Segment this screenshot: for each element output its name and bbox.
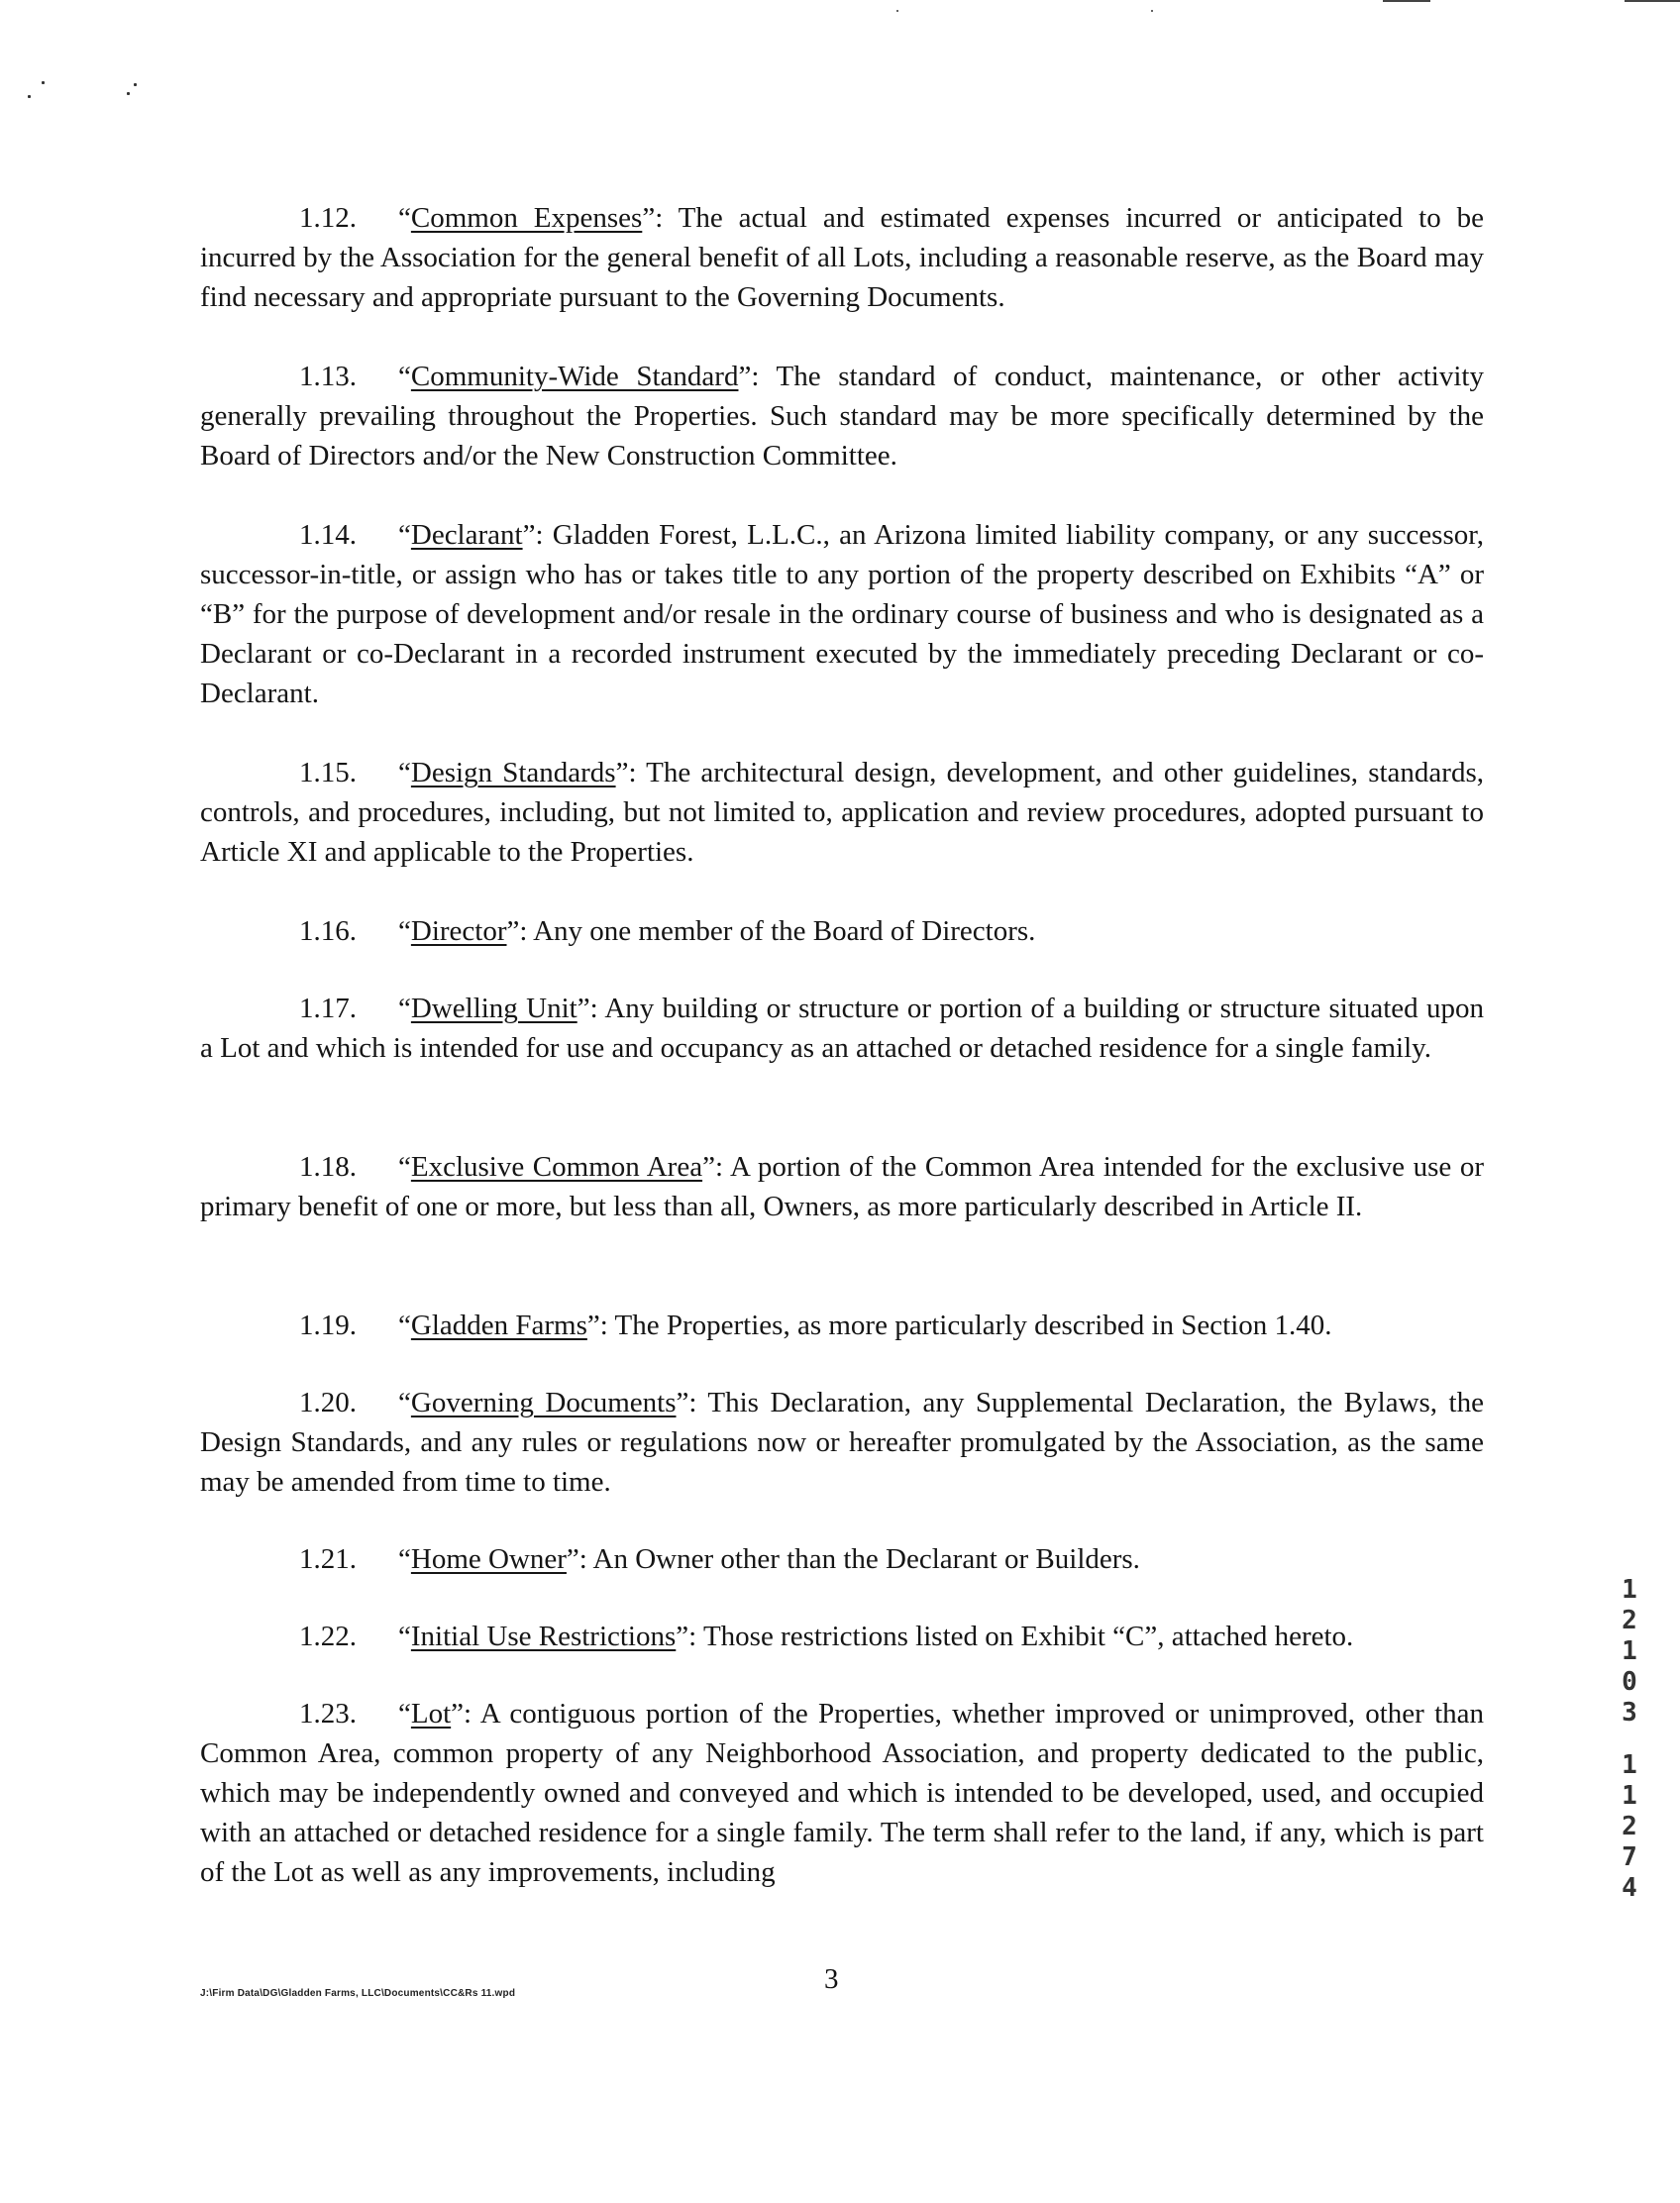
scan-speck bbox=[1151, 10, 1153, 12]
section-number: 1.17. bbox=[299, 993, 357, 1024]
section-number: 1.18. bbox=[299, 1151, 357, 1183]
stamp-digit: 1 bbox=[1622, 1750, 1637, 1780]
section-number: 1.23. bbox=[299, 1698, 357, 1730]
defined-term: Design Standards bbox=[410, 757, 616, 788]
stamp-digit: 1 bbox=[1622, 1636, 1637, 1666]
defined-term: Dwelling Unit bbox=[410, 993, 578, 1024]
stamp-digit: 7 bbox=[1622, 1842, 1637, 1872]
section-number: 1.21. bbox=[299, 1543, 357, 1575]
defined-term: Declarant bbox=[410, 519, 523, 551]
defined-term: Gladden Farms bbox=[410, 1310, 587, 1341]
definition-paragraph: 1.13. “Community-Wide Standard”: The standard of conduct, maintenance, or other activity generally prevailing throughout the Properties. Such standard may be more specifically determined by the Board of Directors and/or the New Construction Committee. bbox=[200, 357, 1484, 475]
definition-text: : Those restrictions listed on Exhibit “C”, attached hereto. bbox=[688, 1621, 1354, 1652]
section-number: 1.16. bbox=[299, 915, 357, 947]
definition-paragraph: 1.18. “Exclusive Common Area”: A portion of the Common Area intended for the exclusive use or primary benefit of one or more, but less than all, Owners, as more particularly described in Article II. bbox=[200, 1147, 1484, 1226]
stamp-digit: 3 bbox=[1622, 1698, 1637, 1728]
definition-text: : The architectural design, development, and other guidelines, standards, controls, and procedures, including, but not limited to, application and review procedures, adopted pursuant to Article XI and applicable to the Properties. bbox=[200, 757, 1484, 868]
definition-paragraph: 1.21. “Home Owner”: An Owner other than the Declarant or Builders. bbox=[200, 1539, 1484, 1579]
definition-paragraph: 1.20. “Governing Documents”: This Declaration, any Supplemental Declaration, the Bylaws, the Design Standards, and any rules or regulations now or hereafter promulgated by the Association, as the same may be amended from time to time. bbox=[200, 1383, 1484, 1502]
stamp-spacer bbox=[1610, 1729, 1649, 1750]
stamp-digit: 4 bbox=[1622, 1873, 1637, 1903]
definition-text: : A portion of the Common Area intended for the exclusive use or primary benefit of one or more, but less than all, Owners, as more particularly described in Article II. bbox=[200, 1151, 1484, 1222]
definition-paragraph: 1.19. “Gladden Farms”: The Properties, as more particularly described in Section 1.40. bbox=[200, 1306, 1484, 1345]
stamp-digit: 0 bbox=[1622, 1667, 1637, 1697]
section-number: 1.12. bbox=[299, 202, 357, 234]
scan-speck bbox=[896, 10, 898, 12]
definition-paragraph: 1.17. “Dwelling Unit”: Any building or structure or portion of a building or structure situated upon a Lot and which is intended for use and occupancy as an attached or detached residence for a single family. bbox=[200, 989, 1484, 1068]
scan-speck bbox=[42, 81, 45, 84]
definition-paragraph: 1.22. “Initial Use Restrictions”: Those restrictions listed on Exhibit “C”, attached hereto. bbox=[200, 1617, 1484, 1656]
definition-text: : Any one member of the Board of Directors. bbox=[519, 915, 1036, 947]
stamp-digit: 2 bbox=[1622, 1606, 1637, 1635]
scan-speck bbox=[28, 95, 31, 98]
scan-speck bbox=[134, 83, 137, 86]
definition-text: : The actual and estimated expenses incurred or anticipated to be incurred by the Association for the general benefit of all Lots, including a reasonable reserve, as the Board may find necessary and appropriate pursuant to the Governing Documents. bbox=[200, 202, 1484, 313]
section-number: 1.22. bbox=[299, 1621, 357, 1652]
definition-text: : The Properties, as more particularly described in Section 1.40. bbox=[599, 1310, 1332, 1341]
definition-text: : A contiguous portion of the Properties, whether improved or unimproved, other than Common Area, common property of any Neighborhood Association, and property dedicated to the public, which may be independently owned and conveyed and which is intended to be developed, used, and occupied with an attached or detached residence for a single family. The term shall refer to the land, if any, which is part of the Lot as well as any improvements, including bbox=[200, 1698, 1484, 1888]
section-number: 1.15. bbox=[299, 757, 357, 788]
section-number: 1.14. bbox=[299, 519, 357, 551]
stamp-digit: 2 bbox=[1622, 1812, 1637, 1841]
defined-term: Governing Documents bbox=[410, 1387, 677, 1418]
definition-paragraph: 1.16. “Director”: Any one member of the Board of Directors. bbox=[200, 911, 1484, 951]
definition-paragraph: 1.14. “Declarant”: Gladden Forest, L.L.C., an Arizona limited liability company, or any successor, successor-in-title, or assign who has or takes title to any portion of the property described on Exhibits “A” or “B” for the purpose of development and/or resale in the ordinary course of business and who is designated as a Declarant or co-Declarant in a recorded instrument executed by the immediately preceding Declarant or co-Declarant. bbox=[200, 515, 1484, 713]
definition-text: : An Owner other than the Declarant or Builders. bbox=[578, 1543, 1140, 1575]
defined-term: Community-Wide Standard bbox=[410, 361, 739, 392]
definition-paragraph: 1.23. “Lot”: A contiguous portion of the Properties, whether improved or unimproved, other than Common Area, common property of any Neighborhood Association, and property dedicated to the public, which may be independently owned and conveyed and which is intended to be developed, used, and occupied with an attached or detached residence for a single family. The term shall refer to the land, if any, which is part of the Lot as well as any improvements, including bbox=[200, 1694, 1484, 1892]
section-number: 1.13. bbox=[299, 361, 357, 392]
defined-term: Home Owner bbox=[410, 1543, 567, 1575]
definition-text: : Gladden Forest, L.L.C., an Arizona limited liability company, or any successor, successor-in-title, or assign who has or takes title to any portion of the property described on Exhibits “A” or “B” for the purpose of development and/or resale in the ordinary course of business and who is designated as a Declarant or co-Declarant in a recorded instrument executed by the immediately preceding Declarant or co-Declarant. bbox=[200, 519, 1484, 709]
definition-paragraph: 1.12. “Common Expenses”: The actual and estimated expenses incurred or anticipated to be incurred by the Association for the general benefit of all Lots, including a reasonable reserve, as the Board may find necessary and appropriate pursuant to the Governing Documents. bbox=[200, 198, 1484, 317]
defined-term: Initial Use Restrictions bbox=[410, 1621, 677, 1652]
definition-paragraph: 1.15. “Design Standards”: The architectural design, development, and other guidelines, standards, controls, and procedures, including, but not limited to, application and review procedures, adopted pursuant to Article XI and applicable to the Properties. bbox=[200, 753, 1484, 872]
stamp-digit: 1 bbox=[1622, 1781, 1637, 1811]
defined-term: Director bbox=[410, 915, 507, 947]
definition-text: : This Declaration, any Supplemental Declaration, the Bylaws, the Design Standards, and any rules or regulations now or hereafter promulgated by the Association, as the same may be amended from time to time. bbox=[200, 1387, 1484, 1498]
scan-mark-top-right bbox=[1383, 0, 1430, 2]
definition-text: : The standard of conduct, maintenance, or other activity generally prevailing throughout the Properties. Such standard may be more specifically determined by the Board of Directors and/or the New Construction Committee. bbox=[200, 361, 1484, 472]
defined-term: Lot bbox=[410, 1698, 452, 1730]
footer-file-path: J:\Firm Data\DG\Gladden Farms, LLC\Documents\CC&Rs 11.wpd bbox=[200, 1988, 516, 1999]
recording-number-stamp bbox=[1610, 1575, 1649, 1904]
section-number: 1.20. bbox=[299, 1387, 357, 1418]
defined-term: Common Expenses bbox=[410, 202, 643, 234]
scan-mark-top-right-2 bbox=[1625, 0, 1680, 2]
page-number: 3 bbox=[824, 1963, 839, 1995]
definition-text: : Any building or structure or portion of a building or structure situated upon a Lot and which is intended for use and occupancy as an attached or detached residence for a single family. bbox=[200, 993, 1484, 1064]
defined-term: Exclusive Common Area bbox=[410, 1151, 703, 1183]
stamp-digit: 1 bbox=[1622, 1575, 1637, 1605]
scan-speck bbox=[127, 92, 130, 95]
section-number: 1.19. bbox=[299, 1310, 357, 1341]
